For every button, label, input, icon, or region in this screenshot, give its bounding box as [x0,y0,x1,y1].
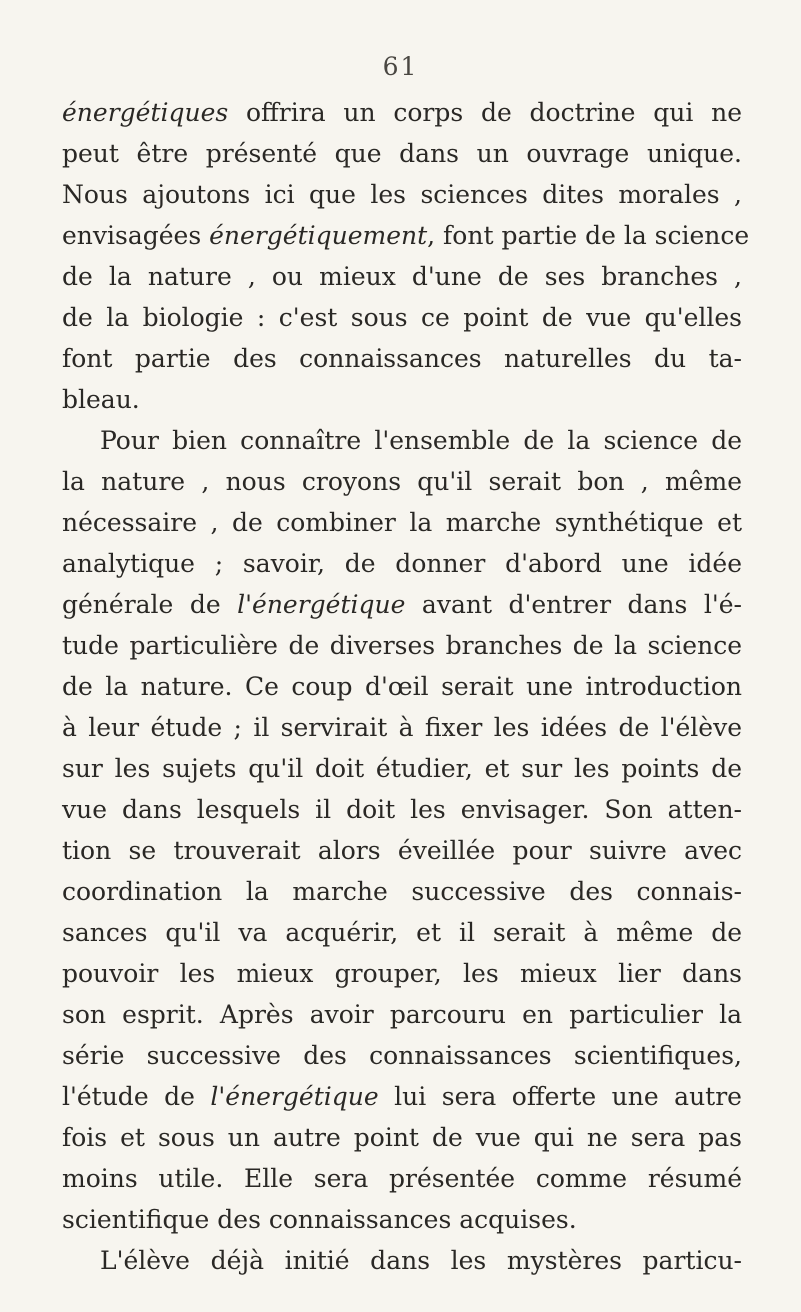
text-segment: à leur étude ; il servirait à fixer les idées de l'élève [62,713,742,742]
text-line [62,543,742,584]
text-line [62,1199,742,1240]
text-segment: lui sera offerte une autre [378,1082,742,1111]
text-line [62,994,742,1035]
text-segment: bleau. [62,385,140,414]
text-segment: de la nature. Ce coup d'œil serait une introduction [62,672,742,701]
text-line [62,953,742,994]
text-segment: son esprit. Après avoir parcouru en particulier la [62,1000,742,1029]
text-segment: tude particulière de diverses branches de la science [62,631,742,660]
text-segment: générale de [62,590,238,619]
italic-term: énergétiquement [209,221,428,250]
text-segment: sances qu'il va acquérir, et il serait à même de [62,918,742,947]
italic-term: l'énergétique [210,1082,379,1111]
text-line [62,215,750,256]
text-line [62,133,742,174]
text-line [62,502,742,543]
text-line [62,297,742,338]
text-segment: moins utile. Elle sera présentée comme résumé [62,1164,742,1193]
text-line [62,666,742,707]
text-segment: , font partie de la science [427,221,750,250]
text-line [62,92,742,133]
text-segment: coordination la marche successive des connais- [62,877,742,906]
italic-term: l'énergétique [237,590,406,619]
text-line [62,625,742,666]
text-segment: peut être présenté que dans un ouvrage unique. [62,139,742,168]
text-segment: la nature , nous croyons qu'il serait bon , même [62,467,742,496]
text-line [62,174,742,215]
text-segment: Nous ajoutons ici que les sciences dites morales , [62,180,742,209]
text-segment: fois et sous un autre point de vue qui ne sera pas [62,1123,742,1152]
text-line [62,830,742,871]
text-line [62,461,742,502]
text-line [62,379,742,420]
text-line [62,256,742,297]
text-line [62,1035,742,1076]
text-segment: Pour bien connaître l'ensemble de la science de [100,426,742,455]
text-segment: tion se trouverait alors éveillée pour suivre avec [62,836,742,865]
page-number: 61 [382,52,419,81]
text-segment: analytique ; savoir, de donner d'abord une idée [62,549,742,578]
text-line [62,1076,742,1117]
text-line [62,871,742,912]
text-line [62,912,742,953]
text-segment: offrira un corps de doctrine qui ne [228,98,742,127]
text-line [62,789,742,830]
text-segment: scientifique des connaissances acquises. [62,1205,577,1234]
text-line [62,338,742,379]
text-segment: de la biologie : c'est sous ce point de vue qu'elles [62,303,742,332]
text-segment: série successive des connaissances scientifiques, [62,1041,742,1070]
text-segment: de la nature , ou mieux d'une de ses branches , [62,262,742,291]
text-segment: vue dans lesquels il doit les envisager. Son atten- [62,795,742,824]
text-line [62,1158,742,1199]
text-line [62,748,742,789]
text-segment: pouvoir les mieux grouper, les mieux lier dans [62,959,742,988]
text-segment: L'élève déjà initié dans les mystères particu- [100,1246,742,1275]
text-line [62,584,742,625]
text-line [62,1240,742,1281]
text-segment: avant d'entrer dans l'é- [405,590,742,619]
text-line [62,1117,742,1158]
text-line [62,420,742,461]
text-segment: nécessaire , de combiner la marche synthétique et [62,508,742,537]
body-text [62,92,750,1281]
text-segment: sur les sujets qu'il doit étudier, et sur les points de [62,754,742,783]
text-segment: l'étude de [62,1082,211,1111]
text-line [62,707,742,748]
text-segment: font partie des connaissances naturelles du ta- [62,344,742,373]
italic-term: énergétiques [62,98,229,127]
text-segment: envisagées [62,221,210,250]
